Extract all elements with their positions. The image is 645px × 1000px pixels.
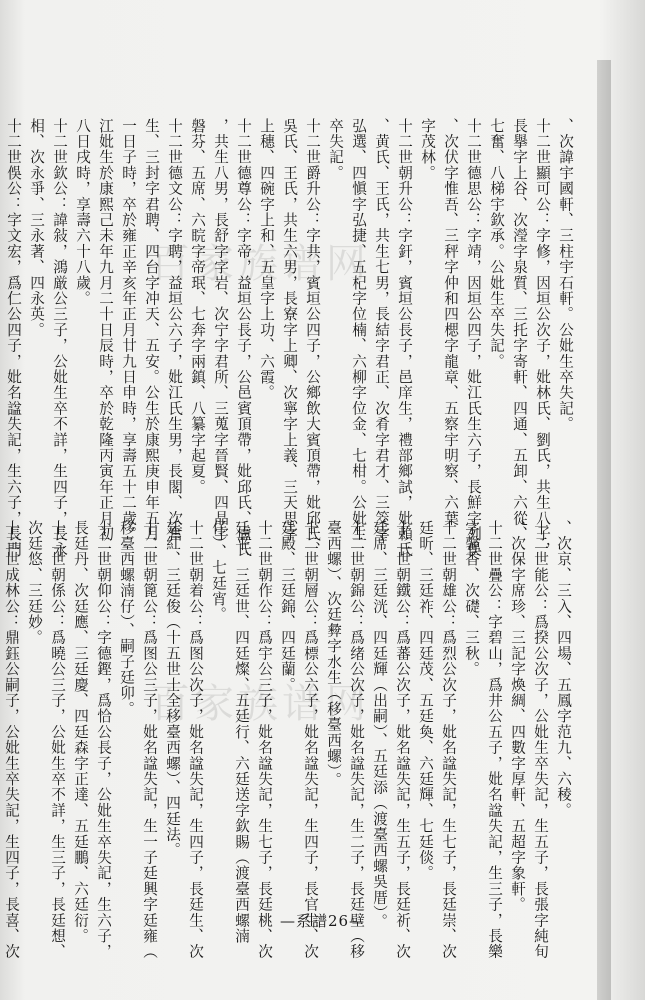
text-line: 相、次永爭、三永著、四永英。 (28, 118, 45, 338)
text-line: 長廷丹、次廷應、三廷慶、四廷森字正達、五廷鵬、六廷衍。 (72, 520, 89, 944)
text-line: 上穗、四碗字上和、五皇字上功、六霞。 (258, 118, 275, 401)
text-line: 十二世德思公：字靖，因垣公四子，妣江氏生六子，長鮮字列俁 (465, 118, 482, 558)
text-line: 磐芬、五席、六睆字帝珉、七奔字兩鎮、八纂字起夏。 (189, 118, 206, 495)
text-line: 十二世德尊公：字帝，益垣公長子，公邑賓頂帶，妣邱氏、盧氏 (235, 118, 252, 558)
text-line: 仔）、七廷宵。 (210, 520, 227, 623)
text-line: 長擧字上谷、次瀅字泉質、三托字寄軒、四通、五卸、六從、 (511, 118, 528, 542)
genealogy-text-block-top (2, 118, 577, 558)
text-line: 字馨香、次礎、三秋。 (463, 520, 480, 677)
text-line: 十三世成林公：鼎鈺公嗣子，公妣生卒失記，生四子，長喜、次 (3, 520, 20, 960)
text-line: 次廷悠、三廷妙。 (26, 520, 43, 646)
text-line: 十二世能公：爲揆公次子，公妣生卒失記，生五子，長張字純旬 (532, 520, 549, 960)
page-edge-shadow (597, 60, 611, 1000)
text-line: 臺西螺）、次廷彜字水生（移臺西螺）。 (325, 520, 342, 788)
text-line: 十二世爵升公：字共，賓垣公四子，公鄉飲大賓頂帶，妣邱氏、 (304, 118, 321, 558)
text-line: 八日戌時，享壽六十八歲。 (74, 118, 91, 307)
text-line: 廷昕、三廷祚、四廷茂、五廷奐、六廷輝、七廷倓。 (417, 520, 434, 882)
text-line: 廷席、三廷洸、四廷輝（出嗣）、五廷添（渡臺西螺吳厝）。 (371, 520, 388, 930)
text-line: 十二世疊公：字碧山，爲井公五子，妣名諡失記，生三子，長樂 (486, 520, 503, 960)
text-line: 移臺西螺湳仔）、嗣子廷卯。 (118, 520, 135, 717)
text-line: 廷平、三廷世、四廷燦、五廷行、六廷送字欽賜（渡臺西螺湳 (233, 520, 250, 944)
text-line: 、次諱宇國軒、三柱宇石軒。公妣生卒失記。 (557, 118, 574, 432)
text-line: 、次京、三入、四場、五鳳字范九、六稜。 (555, 520, 572, 819)
text-line: 十二世俁公：字文宏，爲仁公四子，妣名諡失記，生六子，長門 (5, 118, 22, 558)
text-line: 十二世朝着公：爲图公次子，妣名諡失記，生四子，長廷生、次 (187, 520, 204, 960)
text-line: 江妣生於康熙己未年九月二十日辰時，卒於乾隆丙寅年正月初 (97, 118, 114, 542)
text-line: 十二世朝層公：爲標公六子，妣名諡失記，生四子，長官生、次 (302, 520, 319, 960)
page-number: —系譜26— (279, 912, 366, 930)
text-line: 廷殿、三廷錦、四廷蘭。 (279, 520, 296, 693)
text-line: 七奮、八梯宇欽承。公妣生卒失記。 (488, 118, 505, 370)
text-line: 十二世朝仰公：字德鏗，爲恰公長子，公妣生卒失記，生六子， (95, 520, 112, 960)
text-line: 、次伏字惟吾、三秤字仲和四楒字龍章、五察宇明察、六葉 (442, 118, 459, 527)
text-line: 十二世朝篦公：爲图公三子，妣名諡失記，生一子廷興字廷雍（ (141, 520, 158, 960)
text-line: 吳氏、王氏，共生六男，長寮字上卿、次寧字上義、三天思字 (281, 118, 298, 542)
text-line: 十二世朝錦公：爲绪公次子，妣名諡失記，生二子，長廷壁（移 (348, 520, 365, 960)
text-line: 、黄氏、王氏，共生七男，長結字君正、次肴字君才、三筊字 (373, 118, 390, 542)
text-line: 十二世朝升公：字釬，賓垣公長子，邑庠生，禮部鄉試，妣賴氏 (396, 118, 413, 558)
text-line: 、次保字席珍、三記字煥綢、四數字厚軒、五超字象軒。 (509, 520, 526, 913)
text-line: 十二世朝作公：爲宇公三子，妣名諡失記，生七子，長廷桃、次 (256, 520, 273, 960)
text-line: 十二世朝鐵公：爲蕃公次子，妣名諡失記，生五子，長廷祈、次 (394, 520, 411, 960)
text-line: 十二世欽公：諱敍，鴻厳公三子，公妣生卒不詳，生四子，長永 (51, 118, 68, 558)
text-line: 廷紅、三廷俊（十五世士全移臺西螺）、四廷法。 (164, 520, 181, 859)
text-line: 卒失記。 (327, 118, 344, 181)
watermark-bottom: 百家族谱网 (150, 681, 370, 727)
text-line: 一日子時，卒於雍正辛亥年正月廿九日申時，享壽五十二歲。 (120, 118, 137, 542)
text-line: 生、三封字君聘、四台字冲天、五安。公生於康熙庚申年五月 (143, 118, 160, 542)
watermark-top: 百家族谱网 (150, 241, 370, 287)
text-line: 十二世顯可公：字修，因垣公次子，妣林氏、劉氏，共生八子， (534, 118, 551, 558)
text-line: 十二世朝雄公：爲烈公次子，妣名諡失記，生七子，長廷崇、次 (440, 520, 457, 960)
text-line: ，共生八男，長舒字字岩、次宁字君所、三蒐字晉賢、四晶字 (212, 118, 229, 542)
text-line: 十二世朝係公：爲曉公三子，公妣生卒不詳，生三子，長廷想、 (49, 520, 66, 960)
text-line: 十二世德文公：字聘，益垣公六子，妣江氏生男，長閣、次奮 (166, 118, 183, 542)
text-line: 弘選、四愼字弘捷、五杞字位楠、六柳字位金、七柑。公妣生 (350, 118, 367, 542)
text-line: 字茂林。 (419, 118, 436, 181)
